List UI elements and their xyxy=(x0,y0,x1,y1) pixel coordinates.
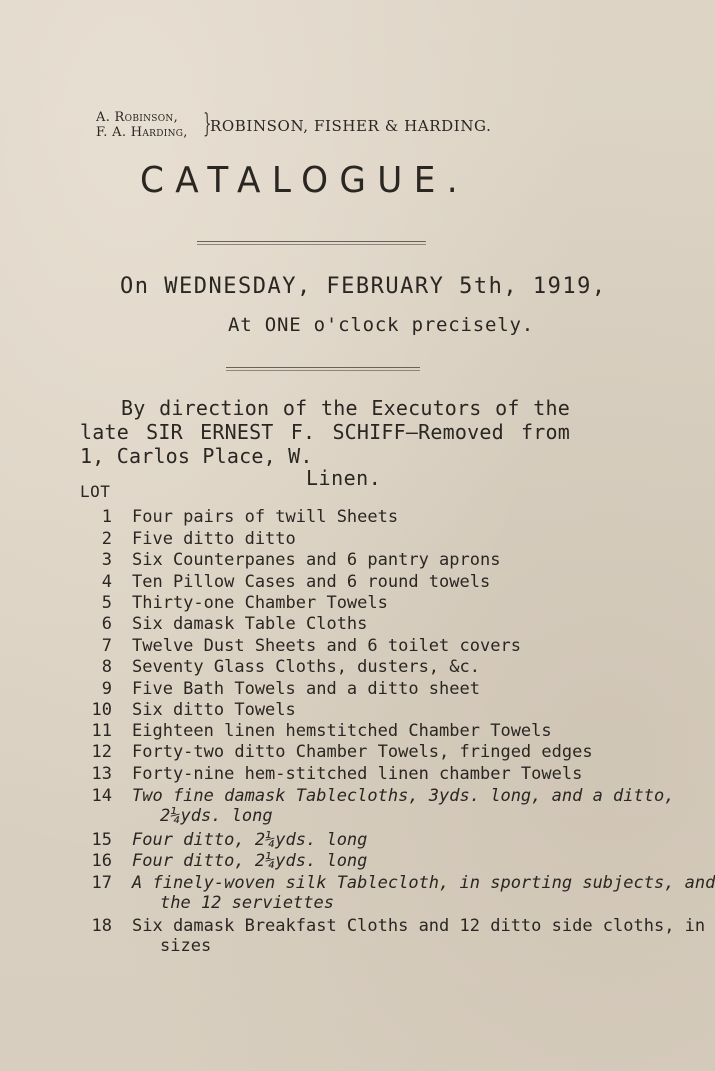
lot-number: 17 xyxy=(91,873,112,893)
lot-description xyxy=(132,614,572,634)
lot-description xyxy=(132,593,572,613)
lot-description-line: Six Counterpanes and 6 pantry aprons xyxy=(132,550,501,570)
lot-description xyxy=(132,742,593,762)
lot-description-line: Forty-nine hem-stitched linen chamber Towels xyxy=(132,764,583,784)
executors-direction xyxy=(80,396,570,468)
lot-description xyxy=(132,572,572,592)
lot-description-continuation: the 12 serviettes xyxy=(160,893,334,913)
lot-number: 9 xyxy=(101,679,112,699)
divider-rule xyxy=(197,244,426,245)
lot-description-line: Five ditto ditto xyxy=(132,529,296,549)
lot-description-line: Two fine damask Tablecloths, 3yds. long, and a ditto, xyxy=(132,786,675,806)
lot-description xyxy=(132,507,572,527)
lot-description-line: Four ditto, 2¼yds. long xyxy=(132,851,368,871)
lot-description-continuation: 2¼yds. long xyxy=(160,806,273,826)
lot-number: 8 xyxy=(101,657,112,677)
lot-description-line: Eighteen linen hemstitched Chamber Towels xyxy=(132,721,552,741)
lot-description xyxy=(132,873,715,913)
lot-description-line: A finely-woven silk Tablecloth, in sporting subjects, and xyxy=(132,873,715,893)
lot-description xyxy=(132,657,572,677)
lot-description xyxy=(132,916,706,956)
lot-description-line: Five Bath Towels and a ditto sheet xyxy=(132,679,480,699)
lot-number: 11 xyxy=(91,721,112,741)
sale-date: On WEDNESDAY, FEBRUARY 5th, 1919, xyxy=(120,274,607,299)
lot-number: 12 xyxy=(91,742,112,762)
lot-description xyxy=(132,764,583,784)
lot-description xyxy=(132,679,572,699)
lot-description-line: Four pairs of twill Sheets xyxy=(132,507,399,527)
direction-text: By direction of the Executors of the late SIR ERNEST F. SCHIFF—Removed from 1, Carlos Place, W. xyxy=(80,396,570,468)
firm-name: ROBINSON, FISHER & HARDING. xyxy=(210,117,492,135)
lot-number: 1 xyxy=(101,507,112,527)
lot-number: 13 xyxy=(91,764,112,784)
sale-time: At ONE o'clock precisely. xyxy=(228,314,534,336)
lot-description-line: Six damask Table Cloths xyxy=(132,614,368,634)
lot-number: 2 xyxy=(101,529,112,549)
lot-description-line: Forty-two ditto Chamber Towels, fringed edges xyxy=(132,742,593,762)
lot-description-line: Ten Pillow Cases and 6 round towels xyxy=(132,572,491,592)
lot-number: 15 xyxy=(91,830,112,850)
lot-description xyxy=(132,721,572,741)
lot-number: 16 xyxy=(91,851,112,871)
lot-description xyxy=(132,550,572,570)
lot-description-line: Four ditto, 2¼yds. long xyxy=(132,830,368,850)
divider-rule xyxy=(226,370,420,371)
lot-description-line: Thirty-one Chamber Towels xyxy=(132,593,388,613)
lot-description-line: Seventy Glass Cloths, dusters, &c. xyxy=(132,657,480,677)
divider-rule xyxy=(226,367,420,368)
lot-description xyxy=(132,851,572,871)
section-heading: Linen. xyxy=(306,466,382,490)
lot-description-line: Six ditto Towels xyxy=(132,700,296,720)
lot-description xyxy=(132,529,572,549)
lot-number: 5 xyxy=(101,593,112,613)
lot-number: 3 xyxy=(101,550,112,570)
lot-column-label: LOT xyxy=(80,482,111,501)
divider-rule xyxy=(197,241,426,242)
lot-number: 7 xyxy=(101,636,112,656)
catalogue-title: CATALOGUE. xyxy=(140,160,470,201)
lot-number: 18 xyxy=(91,916,112,936)
lot-number: 4 xyxy=(101,572,112,592)
brace-mark: } xyxy=(203,109,212,139)
lot-number: 14 xyxy=(91,786,112,806)
lot-number: 6 xyxy=(101,614,112,634)
lot-description-line: Twelve Dust Sheets and 6 toilet covers xyxy=(132,636,521,656)
lot-description xyxy=(132,636,572,656)
lot-description-line: Six damask Breakfast Cloths and 12 ditto side cloths, in xyxy=(132,916,706,936)
auctioneer-names xyxy=(96,110,188,140)
lot-description xyxy=(132,786,675,826)
lot-description-continuation: sizes xyxy=(160,936,212,956)
lot-description xyxy=(132,830,572,850)
auctioneer-robinson: A. Robinson, xyxy=(96,110,179,125)
auctioneer-harding: F. A. Harding, xyxy=(96,125,188,140)
lot-number: 10 xyxy=(91,700,112,720)
lot-description xyxy=(132,700,572,720)
